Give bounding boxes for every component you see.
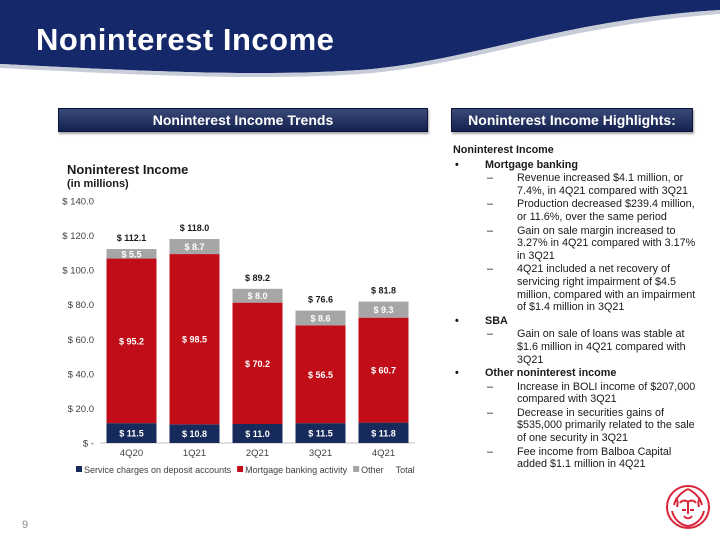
bar-data-label: $ 5.5 <box>121 249 142 260</box>
highlight-section <box>453 159 703 314</box>
total-label: $ 112.1 <box>116 233 147 244</box>
highlight-item: – Increase in BOLI income of $207,000 compared with 3Q21 <box>453 381 703 406</box>
y-tick-label: $ 120.0 <box>62 231 94 243</box>
highlight-section <box>453 315 703 366</box>
bar-data-label: $ 8.7 <box>184 242 205 253</box>
lion-head-icon <box>664 483 712 531</box>
bar-data-label: $ 8.6 <box>310 313 331 324</box>
legend-label: Other <box>361 465 384 475</box>
legend-swatch <box>76 466 82 472</box>
bar-data-label: $ 60.7 <box>370 365 397 376</box>
highlight-heading: • Other noninterest income <box>453 367 703 380</box>
highlight-heading: • Mortgage banking <box>453 159 703 172</box>
bar-data-label: $ 11.5 <box>308 428 333 439</box>
chart-subtitle: (in millions) <box>67 178 129 190</box>
y-tick-label: $ - <box>82 438 94 450</box>
highlight-item: – Decrease in securities gains of $535,000 primarily related to the sale of one security in 3Q21 <box>453 407 703 445</box>
page-title: Noninterest Income <box>36 22 335 57</box>
legend-swatch <box>237 466 243 472</box>
highlight-item: – Production decreased $239.4 million, or 11.6%, over the same period <box>453 198 703 223</box>
legend-label: Service charges on deposit accounts <box>84 465 232 475</box>
y-tick-label: $ 20.0 <box>67 403 94 415</box>
x-tick-label: 1Q21 <box>182 448 207 459</box>
highlight-item: – 4Q21 included a net recovery of servicing right impairment of $4.5 million, compared with an impairment of $1.4 million in 3Q21 <box>453 263 703 313</box>
total-label: $ 118.0 <box>179 223 210 234</box>
bar-data-label: $ 11.8 <box>371 428 396 439</box>
highlight-section <box>453 367 703 471</box>
y-tick-label: $ 80.0 <box>67 300 94 312</box>
total-label: $ 81.8 <box>370 285 397 296</box>
x-tick-label: 2Q21 <box>245 448 270 459</box>
bar-data-label: $ 9.3 <box>373 305 394 316</box>
highlights-list <box>453 144 703 471</box>
highlight-item: – Revenue increased $4.1 million, or 7.4%, in 4Q21 compared with 3Q21 <box>453 172 703 197</box>
x-tick-label: 3Q21 <box>308 448 333 459</box>
highlights-title: Noninterest Income <box>453 144 554 156</box>
bar-data-label: $ 10.8 <box>181 429 208 440</box>
legend-label: Mortgage banking activity <box>245 465 348 475</box>
y-tick-label: $ 140.0 <box>62 196 94 208</box>
legend-label: Total <box>395 465 415 475</box>
total-label: $ 89.2 <box>244 272 271 283</box>
total-label: $ 76.6 <box>307 294 334 305</box>
bar-data-label: $ 8.0 <box>247 291 268 302</box>
highlight-item: – Gain on sale of loans was stable at $1.6 million in 4Q21 compared with 3Q21 <box>453 328 703 366</box>
chart-section-header: Noninterest Income Trends <box>58 108 428 132</box>
bar-data-label: $ 11.0 <box>245 428 270 439</box>
legend-swatch <box>353 466 359 472</box>
bar-data-label: $ 11.5 <box>119 428 144 439</box>
page-number: 9 <box>22 519 29 531</box>
highlights-section-header: Noninterest Income Highlights: <box>451 108 693 132</box>
chart-title: Noninterest Income <box>67 162 189 177</box>
y-tick-label: $ 100.0 <box>62 265 94 277</box>
bar-data-label: $ 56.5 <box>307 369 334 380</box>
bar-data-label: $ 95.2 <box>118 336 145 347</box>
highlight-heading: • SBA <box>453 315 703 328</box>
highlight-item: – Gain on sale margin increased to 3.27% in 4Q21 compared with 3.17% in 3Q21 <box>453 225 703 263</box>
highlight-item: – Fee income from Balboa Capital added $1.1 million in 4Q21 <box>453 446 703 471</box>
x-tick-label: 4Q21 <box>371 448 396 459</box>
y-tick-label: $ 60.0 <box>67 334 94 346</box>
bar-data-label: $ 70.2 <box>244 358 271 369</box>
y-tick-label: $ 40.0 <box>67 369 94 381</box>
x-tick-label: 4Q20 <box>119 448 144 459</box>
highlights-sections <box>453 159 703 471</box>
bar-data-label: $ 98.5 <box>181 334 208 345</box>
